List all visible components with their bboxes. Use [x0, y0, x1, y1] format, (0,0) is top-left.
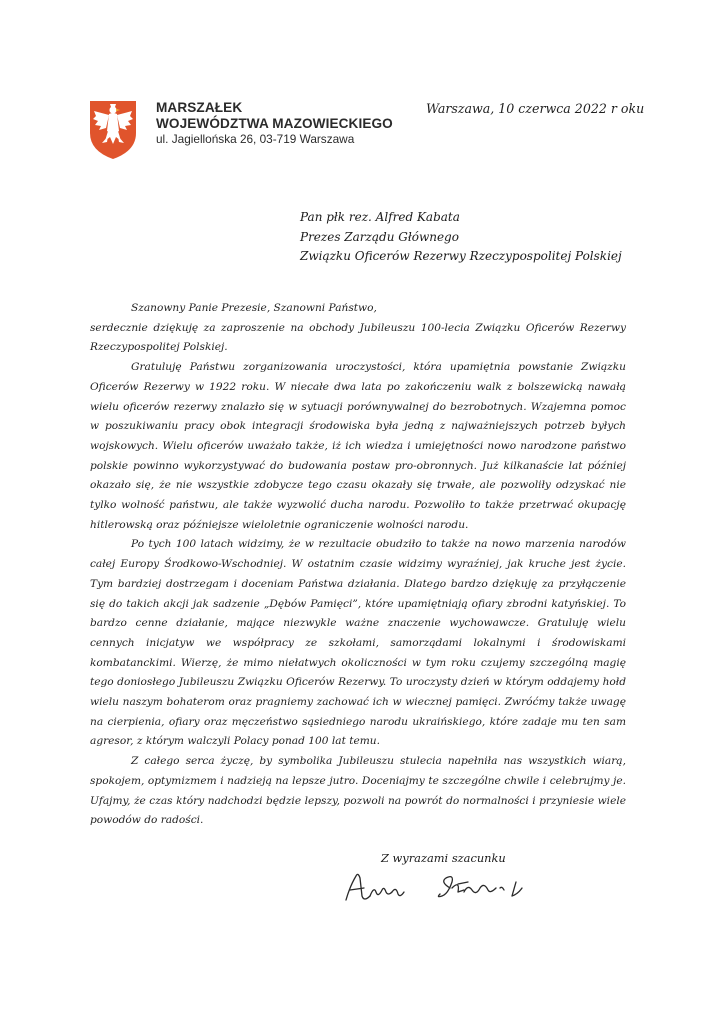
recipient-name: Pan płk rez. Alfred Kabata: [300, 210, 460, 224]
body-paragraph: Z całego serca życzę, by symbolika Jubileuszu stulecia napełniła nas wszystkich wiarą, spokojem, optymizmem i nadzieją na lepsze jutro. Doceniajmy te szczególne chwile i celebrujmy je. Ufajmy, że czas który nadchodzi będzie lepszy, pozwoli na powrót do normalności i przyniesie wiele powodów do radości.: [90, 755, 626, 827]
letter-body: [90, 299, 626, 831]
recipient-block: [300, 208, 622, 267]
recipient-title: Prezes Zarządu Głównego: [300, 229, 459, 244]
letterhead-address: ul. Jagiellońska 26, 03-719 Warszawa: [156, 132, 355, 146]
letter-date: Warszawa, 10 czerwca 2022 r oku: [426, 101, 645, 116]
letterhead: [156, 100, 393, 147]
handwritten-signature-icon: [340, 866, 560, 912]
letterhead-subtitle: WOJEWÓDZTWA MAZOWIECKIEGO: [156, 116, 393, 131]
body-paragraph: serdecznie dziękuję za zaproszenie na obchody Jubileuszu 100-lecia Związku Oficerów Rezerwy Rzeczypospolitej Polskiej.: [90, 321, 626, 354]
body-paragraph: Gratuluję Państwu zorganizowania uroczystości, która upamiętnia powstanie Związku Oficerów Rezerwy w 1922 roku. W niecałe dwa lata po zakończeniu walk z bolszewicką nawałą wielu oficerów rezerwy znalazło się w sytuacji porównywalnej do bezrobotnych. Wzajemna pomoc w poszukiwaniu pracy obok integracji środowiska była jedną z najważniejszych potrzeb byłych wojskowych. Wielu oficerów uważało także, iż ich wiedza i umiejętności nowo narodzone państwo polskie powinno wykorzystywać do budowania postaw pro-obronnych. Już kilkanaście lat później okazało się, że nie wszystkie zdobycze tego czasu okazały się trwałe, ale pozwoliły odzyskać nie tylko wolność państwu, ale także wyzwolić ducha narodu. Pozwoliło to także przetrwać okupację hitlerowską oraz późniejsze wieloletnie ograniczenie wolności narodu.: [90, 361, 626, 531]
mazovia-eagle-crest-icon: [88, 99, 138, 161]
body-paragraph: Po tych 100 latach widzimy, że w rezultacie obudziło to także na nowo marzenia narodów całej Europy Środkowo-Wschodniej. W ostatnim czasie widzimy wyraźniej, jak kruche jest życie. Tym bardziej dostrzegam i doceniam Państwa działania. Dlatego bardzo dziękuję za przyłączenie się do takich akcji jak sadzenie „Dębów Pamięci”, które upamiętniają ofiary zbrodni katyńskiej. To bardzo cenne działanie, mające niezwykle ważne znaczenie wychowawcze. Gratuluję wielu cennych inicjatyw we współpracy ze szkołami, samorządami lokalnymi i środowiskami kombatanckimi. Wierzę, że mimo niełatwych okoliczności w tym roku czujemy szczególną magię tego doniosłego Jubileuszu Związku Oficerów Rezerwy. To uroczysty dzień w którym oddajemy hołd wielu naszym bohaterom oraz pragniemy zachować ich w wiecznej pamięci. Zwróćmy także uwagę na cierpienia, ofiary oraz męczeństwo sąsiedniego narodu ukraińskiego, które zadaje mu ten sam agresor, z którym walczyli Polacy ponad 100 lat temu.: [90, 538, 626, 748]
recipient-organization: Związku Oficerów Rezerwy Rzeczypospolitej Polskiej: [300, 249, 622, 263]
salutation: Szanowny Panie Prezesie, Szanowni Państwo,: [131, 302, 377, 314]
letterhead-title: MARSZAŁEK: [156, 100, 243, 115]
closing-formula: Z wyrazami szacunku: [381, 851, 506, 865]
